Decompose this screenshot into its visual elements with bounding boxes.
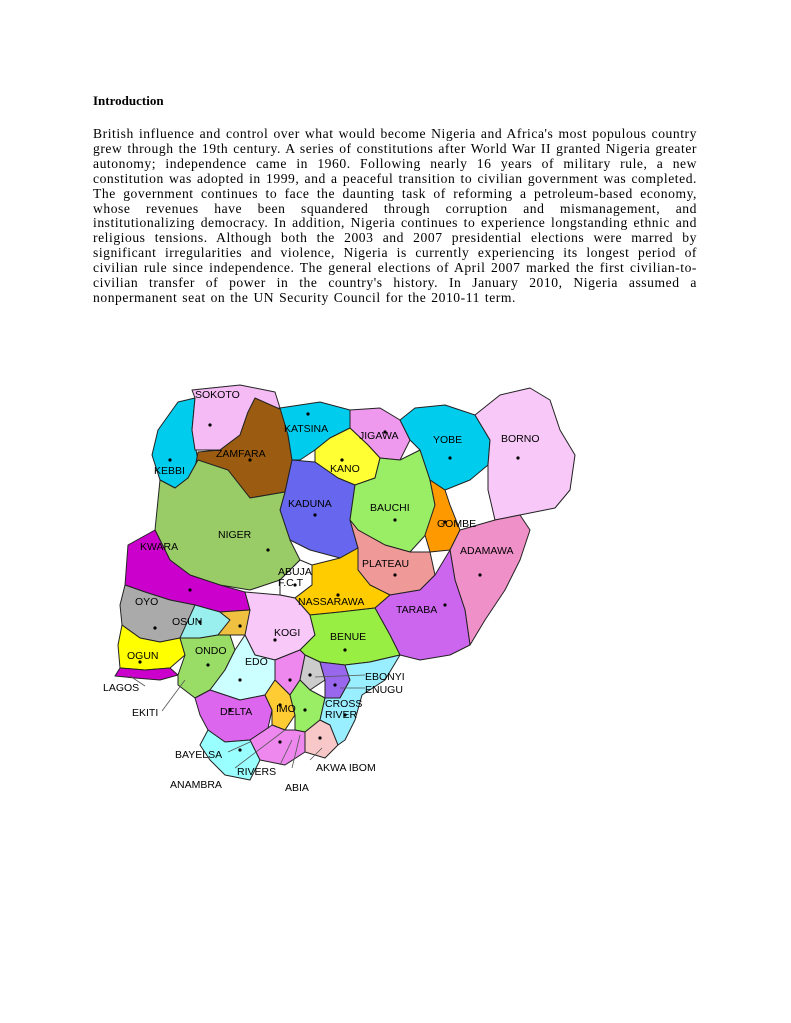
section-heading: Introduction	[93, 93, 164, 108]
label-ogun: OGUN	[127, 650, 159, 662]
label-abia: ABIA	[285, 782, 309, 794]
label-ekiti: EKITI	[132, 707, 159, 719]
label-bayelsa: BAYELSA	[175, 749, 223, 761]
label-cross: CROSS	[325, 698, 363, 710]
state-lagos	[115, 668, 178, 680]
label-ondo: ONDO	[195, 645, 227, 657]
label-niger: NIGER	[218, 529, 252, 541]
label-borno: BORNO	[501, 433, 540, 445]
nigeria-states-map	[100, 380, 580, 810]
label-gombe: GOMBE	[437, 518, 477, 530]
label-nassarawa: NASSARAWA	[298, 596, 365, 608]
label-bauchi: BAUCHI	[370, 502, 410, 514]
label-oyo: OYO	[135, 596, 159, 608]
label-kwara: KWARA	[140, 541, 179, 553]
label-akwa-ibom: AKWA IBOM	[316, 762, 376, 774]
state-borno	[475, 388, 575, 520]
label-kaduna: KADUNA	[288, 498, 332, 510]
label-kano: KANO	[330, 463, 360, 475]
label-kebbi: KEBBI	[154, 465, 185, 477]
label-zamfara: ZAMFARA	[216, 448, 266, 460]
label-yobe: YOBE	[433, 434, 463, 446]
label-katsina: KATSINA	[284, 423, 329, 435]
label-enugu: ENUGU	[365, 684, 403, 696]
label-rivers: RIVERS	[237, 766, 277, 778]
label-anambra: ANAMBRA	[170, 779, 222, 791]
label-ebonyi: EBONYI	[365, 671, 405, 683]
label-abuja: ABUJA	[278, 566, 312, 578]
label-benue: BENUE	[330, 631, 367, 643]
label-river: RIVER	[325, 709, 358, 721]
label-abuja-fct: F.C.T	[278, 577, 304, 589]
label-adamawa: ADAMAWA	[460, 545, 514, 557]
label-lagos: LAGOS	[103, 682, 140, 694]
label-kogi: KOGI	[274, 627, 301, 639]
label-plateau: PLATEAU	[362, 558, 410, 570]
label-imo: IMO	[276, 703, 296, 715]
label-sokoto: SOKOTO	[195, 389, 240, 401]
label-delta: DELTA	[220, 706, 253, 718]
label-jigawa: JIGAWA	[359, 430, 399, 442]
intro-paragraph: British influence and control over what would become Nigeria and Africa's most populous country grew through the 19th century. A series of constitutions after World War II granted Nigeria greater autonomy; independence came in 1960. Following nearly 16 years of military rule, a new constitution was adopted in 1999, and a peaceful transition to civilian government was completed. The government continues to face the daunting task of reforming a petroleum-based economy, whose revenues have been squandered through corruption and mismanagement, and institutionalizing democracy. In addition, Nigeria continues to experience longstanding ethnic and religious tensions. Although both the 2003 and 2007 presidential elections were marred by significant irregularities and violence, Nigeria is currently experiencing its longest period of civilian rule since independence. The general elections of April 2007 marked the first civilian-to-civilian transfer of power in the country's history. In January 2010, Nigeria assumed a nonpermanent seat on the UN Security Council for the 2010-11 term.	[93, 126, 697, 305]
label-taraba: TARABA	[396, 604, 438, 616]
label-edo: EDO	[245, 656, 268, 668]
label-osun: OSUN	[172, 616, 203, 628]
